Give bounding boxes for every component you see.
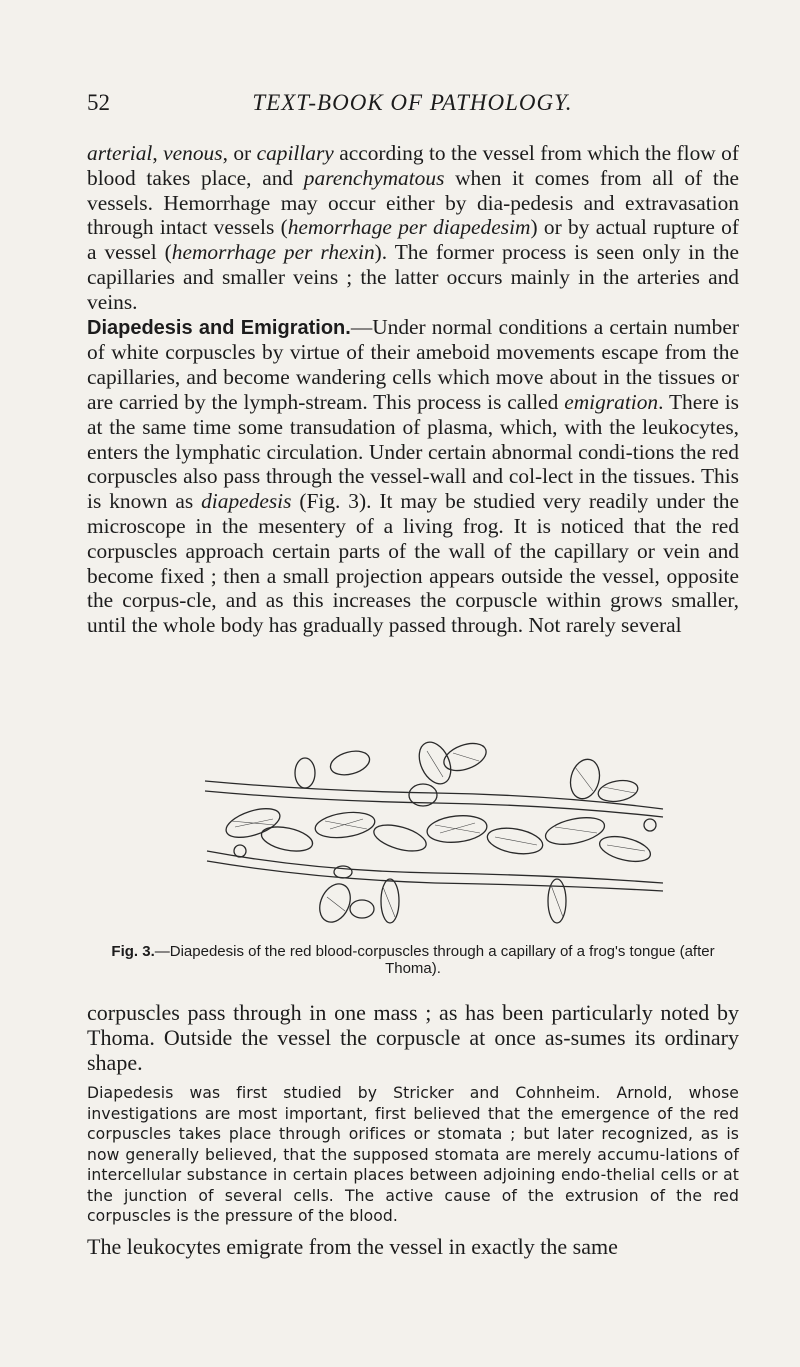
figure-label: Fig. 3.	[111, 943, 155, 960]
body-text-bottom	[87, 1235, 739, 1260]
paragraph-thoma: corpuscles pass through in one mass ; as has been particularly noted by Thoma. Outside the vessel the corpuscle at once as-sumes its ordinary shape.	[87, 1000, 739, 1075]
paragraph-leukocytes: The leukocytes emigrate from the vessel in exactly the same	[87, 1234, 618, 1259]
figure-caption	[87, 943, 739, 977]
paragraph-diapedesis: Diapedesis and Emigration.—Under normal conditions a certain number of white corpuscles by virtue of their ameboid movements escape from the capillaries, and become wandering cells which move about in the tissues or are carried by the lymph-stream. This process is called emigration. There is at the same time some transudation of plasma, which, with the leukocytes, enters the lymphatic circulation. Under certain abnormal condi-tions the red corpuscles also pass through the vessel-wall and col-lect in the tissues. This is known as diapedesis (Fig. 3). It may be studied very readily under the microscope in the mesentery of a living frog. It is noticed that the red corpuscles approach certain parts of the wall of the capillary or vein and become fixed ; then a small projection appears outside the vessel, opposite the corpus-cle, and as this increases the corpuscle within grows smaller, until the whole body has gradually passed through. Not rarely several	[87, 314, 739, 638]
running-title: TEXT-BOOK OF PATHOLOGY.	[252, 90, 573, 115]
diapedesis-illustration	[195, 733, 665, 938]
small-print-note	[87, 1083, 739, 1227]
body-text-after-figure	[87, 1001, 739, 1075]
page-header	[87, 90, 738, 124]
page-number: 52	[87, 90, 110, 115]
figure-caption-text: —Diapedesis of the red blood-corpuscles through a capillary of a frog's tongue (after Thoma).	[154, 943, 715, 977]
paragraph-hemorrhage-types: arterial, venous, or capillary according to the vessel from which the flow of blood takes place, and parenchymatous when it comes from all of the vessels. Hemorrhage may occur either by dia-pedesis and extravasation through intact vessels (hemorrhage per diapedesim) or by actual rupture of a vessel (hemorrhage per rhexin). The former process is seen only in the capillaries and smaller veins ; the latter occurs mainly in the arteries and veins.	[87, 141, 740, 314]
paragraph-history: Diapedesis was first studied by Stricker and Cohnheim. Arnold, whose investigations are most important, first believed that the emergence of the red corpuscles takes place through orifices or stomata ; but later recognized, as is now generally believed, that the supposed stomata are merely accumu-lations of intercellular substance in certain places between adjoining endo-thelial cells or at the junction of several cells. The active cause of the extrusion of the red corpuscles is the pressure of the blood.	[87, 1084, 739, 1225]
section-heading: Diapedesis and Emigration.	[87, 316, 351, 339]
body-text-top	[87, 141, 739, 638]
